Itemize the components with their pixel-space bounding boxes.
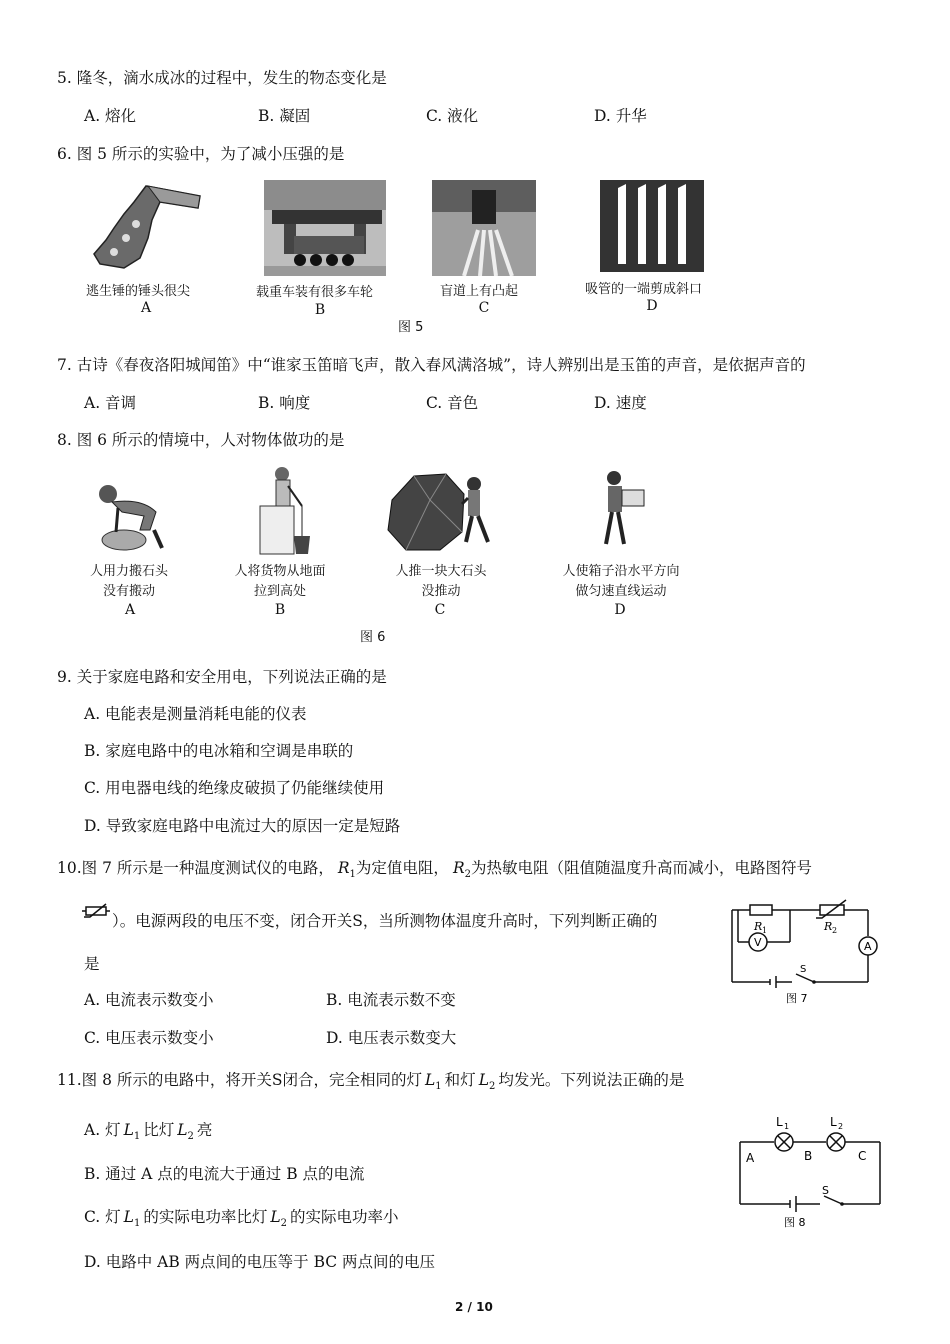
q11-option-c: C. 灯 $L_1$ 的实际电功率比灯 $L_2$ 的实际电功率小 bbox=[84, 1208, 399, 1230]
figure-8-circuit bbox=[734, 1112, 886, 1232]
straw-image bbox=[600, 180, 704, 272]
fig8-point-a: A bbox=[746, 1151, 755, 1165]
q10-stem-line2: ）。电源两段的电压不变，闭合开关S，当所测物体温度升高时，下列判断正确的 bbox=[112, 912, 658, 930]
q6-stem: 6. 图 5 所示的实验中，为了减小压强的是 bbox=[57, 145, 345, 163]
q6-caption-b: 载重车装有很多车轮 bbox=[256, 285, 374, 300]
q8-letter-b: B bbox=[274, 602, 286, 618]
q6-caption-c: 盲道上有凸起 bbox=[440, 284, 519, 299]
fig8-l2-label: L bbox=[830, 1115, 837, 1129]
q8-caption-b-2: 拉到高处 bbox=[253, 584, 306, 599]
fig7-voltmeter-label: V bbox=[754, 936, 762, 949]
q5-option-d: D. 升华 bbox=[594, 107, 647, 125]
fig8-point-c: C bbox=[858, 1149, 867, 1163]
heavy-truck-image bbox=[264, 180, 386, 276]
q8-caption-d-1: 人使箱子沿水平方向 bbox=[562, 564, 680, 579]
q8-caption-b-1: 人将货物从地面 bbox=[234, 564, 326, 579]
q8-caption-a-2: 没有搬动 bbox=[102, 584, 155, 599]
q7-option-b: B. 响度 bbox=[258, 394, 311, 412]
q5-option-a: A. 熔化 bbox=[84, 107, 137, 125]
q5-option-c: C. 液化 bbox=[426, 107, 479, 125]
q9-option-d: D. 导致家庭电路中电流过大的原因一定是短路 bbox=[84, 817, 401, 835]
thermistor-symbol-icon bbox=[82, 902, 112, 918]
page-number: 2 / 10 bbox=[455, 1300, 493, 1314]
q11-option-b: B. 通过 A 点的电流大于通过 B 点的电流 bbox=[84, 1165, 365, 1183]
q8-caption-c-1: 人推一块大石头 bbox=[395, 564, 487, 579]
q8-caption-a-1: 人用力搬石头 bbox=[89, 564, 168, 579]
q7-option-c: C. 音色 bbox=[426, 394, 479, 412]
fig7-ammeter-label: A bbox=[864, 940, 872, 953]
escape-hammer-image bbox=[88, 180, 206, 272]
q6-caption-a: 逃生锤的锤头很尖 bbox=[86, 284, 191, 299]
q7-option-d: D. 速度 bbox=[594, 394, 647, 412]
figure-6-label: 图 6 bbox=[360, 630, 386, 645]
fig8-l1-label: L bbox=[776, 1115, 783, 1129]
q6-letter-a: A bbox=[140, 300, 152, 316]
fig7-r1-sub: 1 bbox=[762, 926, 768, 935]
q10-option-c: C. 电压表示数变小 bbox=[84, 1029, 214, 1047]
q10-option-b: B. 电流表示数不变 bbox=[326, 991, 456, 1009]
q6-letter-c: C bbox=[478, 300, 490, 316]
fig8-point-b: B bbox=[804, 1149, 813, 1163]
q11-option-d: D. 电路中 AB 两点间的电压等于 BC 两点间的电压 bbox=[84, 1253, 436, 1271]
fig7-switch-label: S bbox=[800, 964, 807, 975]
q6-letter-d: D bbox=[646, 298, 658, 314]
q9-option-a: A. 电能表是测量消耗电能的仪表 bbox=[84, 705, 307, 723]
q8-letter-c: C bbox=[434, 602, 446, 618]
person-lifting-goods-image bbox=[248, 466, 320, 556]
fig8-l2-sub: 2 bbox=[838, 1122, 844, 1131]
tactile-paving-image bbox=[432, 180, 536, 276]
fig8-l1-sub: 1 bbox=[784, 1122, 790, 1131]
q6-caption-d: 吸管的一端剪成斜口 bbox=[585, 282, 703, 297]
person-carrying-box-image bbox=[594, 468, 654, 554]
q9-stem: 9. 关于家庭电路和安全用电，下列说法正确的是 bbox=[57, 668, 387, 686]
q9-option-b: B. 家庭电路中的电冰箱和空调是串联的 bbox=[84, 742, 354, 760]
q10-stem-line3: 是 bbox=[84, 955, 100, 973]
figure-5-label: 图 5 bbox=[398, 320, 424, 335]
q8-letter-d: D bbox=[614, 602, 626, 618]
fig8-switch-label: S bbox=[822, 1184, 829, 1197]
q8-letter-a: A bbox=[124, 602, 136, 618]
q7-option-a: A. 音调 bbox=[84, 394, 137, 412]
q8-stem: 8. 图 6 所示的情境中，人对物体做功的是 bbox=[57, 431, 345, 449]
figure-8-label: 图 8 bbox=[784, 1216, 806, 1229]
fig7-r2-sub: 2 bbox=[832, 926, 838, 935]
q6-letter-b: B bbox=[314, 302, 326, 318]
q8-caption-c-2: 没推动 bbox=[421, 584, 461, 599]
q8-caption-d-2: 做匀速直线运动 bbox=[575, 584, 667, 599]
person-pushing-rock-image bbox=[384, 470, 500, 554]
q10-option-d: D. 电压表示数变大 bbox=[326, 1029, 457, 1047]
q11-stem: 11.图 8 所示的电路中，将开关S闭合，完全相同的灯 $L_1$ 和灯 $L_2$ 均发光。下列说法正确的是 bbox=[57, 1071, 685, 1093]
figure-7-circuit bbox=[724, 896, 888, 1010]
fig7-r1-label: R bbox=[754, 920, 763, 933]
fig7-r2-label: R bbox=[824, 920, 833, 933]
q7-stem: 7. 古诗《春夜洛阳城闻笛》中“谁家玉笛暗飞声，散入春风满洛城”，诗人辨别出是玉笛的声音，是依据声音的 bbox=[57, 356, 806, 374]
q9-option-c: C. 用电器电线的绝缘皮破损了仍能继续使用 bbox=[84, 779, 385, 797]
q5-stem: 5. 隆冬，滴水成冰的过程中，发生的物态变化是 bbox=[57, 69, 387, 87]
q11-option-a: A. 灯 $L_1$ 比灯 $L_2$ 亮 bbox=[84, 1121, 213, 1143]
q5-option-b: B. 凝固 bbox=[258, 107, 311, 125]
q10-option-a: A. 电流表示数变小 bbox=[84, 991, 214, 1009]
person-lifting-stone-image bbox=[92, 478, 174, 552]
q10-stem-line1: 10.图 7 所示是一种温度测试仪的电路， $R_1$为定值电阻， $R_2$为热敏电阻（阻值随温度升高而减小，电路图符号 bbox=[57, 859, 812, 881]
figure-7-label: 图 7 bbox=[786, 992, 808, 1005]
